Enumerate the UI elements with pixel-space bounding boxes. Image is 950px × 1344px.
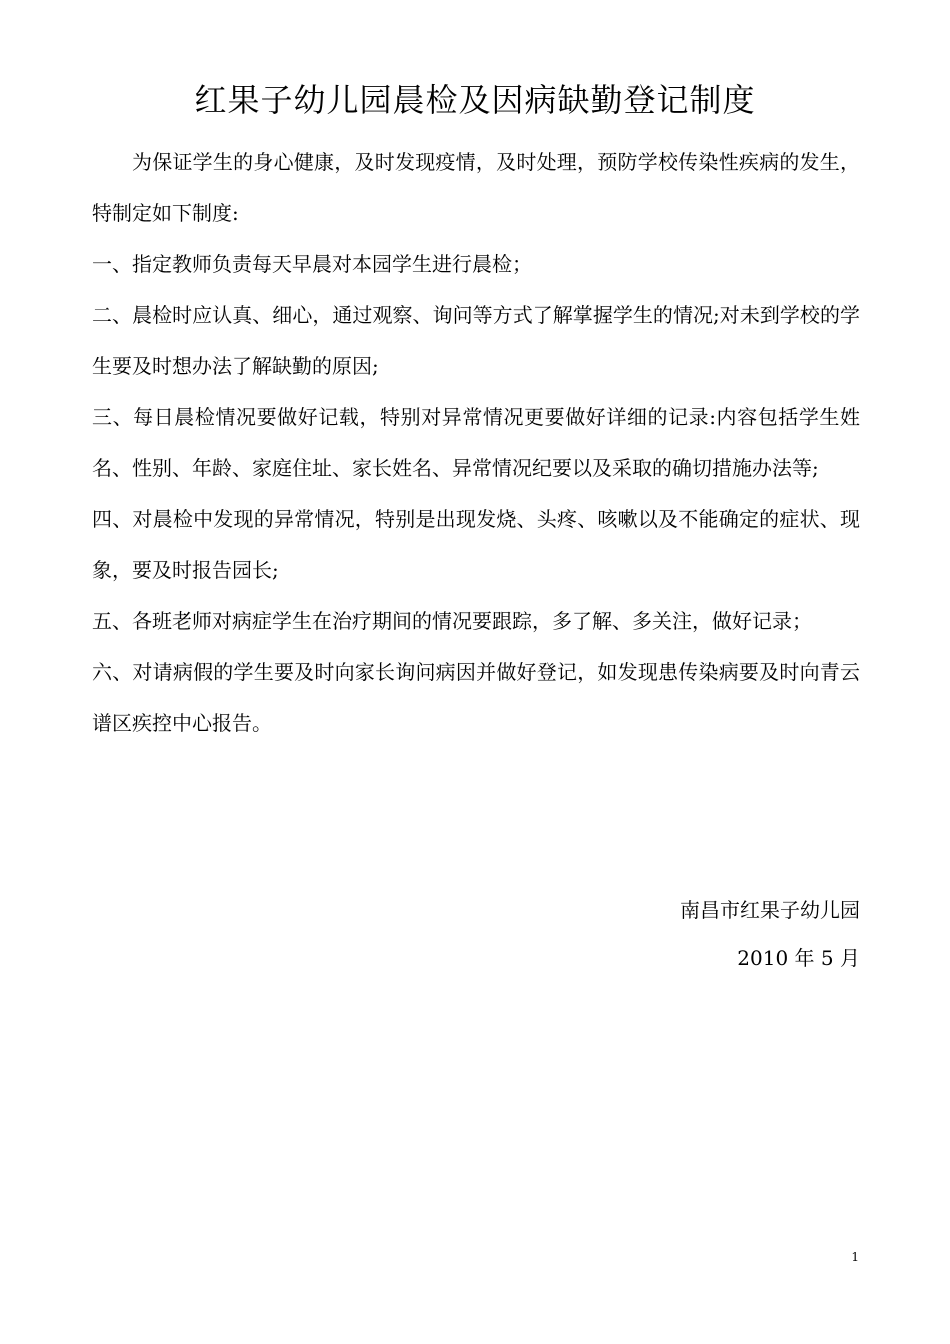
signature-organization: 南昌市红果子幼儿园 — [680, 898, 860, 922]
rule-item-5: 五、各班老师对病症学生在治疗期间的情况要跟踪，多了解、多关注，做好记录； — [92, 609, 812, 633]
document-title: 红果子幼儿园晨检及因病缺勤登记制度 — [194, 81, 756, 119]
rule-item-4: 四、对晨检中发现的异常情况，特别是出现发烧、头疼、咳嗽以及不能确定的症状、现象，要及时报告园长; — [92, 507, 860, 582]
rule-item-3: 三、每日晨检情况要做好记载，特别对异常情况更要做好详细的记录:内容包括学生姓名、性别、年龄、家庭住址、家长姓名、异常情况纪要以及采取的确切措施办法等; — [92, 405, 860, 480]
rule-item-6: 六、对请病假的学生要及时向家长询问病因并做好登记，如发现患传染病要及时向青云谱区疾控中心报告。 — [92, 660, 860, 735]
rule-item-1: 一、指定教师负责每天早晨对本园学生进行晨检； — [92, 252, 532, 276]
signature-block — [680, 886, 860, 982]
rule-item-2: 二、晨检时应认真、细心，通过观察、询问等方式了解掌握学生的情况;对未到学校的学生要及时想办法了解缺勤的原因; — [92, 303, 860, 378]
signature-date: 2010 年 5 月 — [737, 946, 860, 970]
document-body — [92, 137, 860, 749]
page-number: 1 — [851, 1250, 859, 1264]
intro-paragraph: 为保证学生的身心健康，及时发现疫情，及时处理，预防学校传染性疾病的发生，特制定如下制度: — [92, 150, 860, 225]
